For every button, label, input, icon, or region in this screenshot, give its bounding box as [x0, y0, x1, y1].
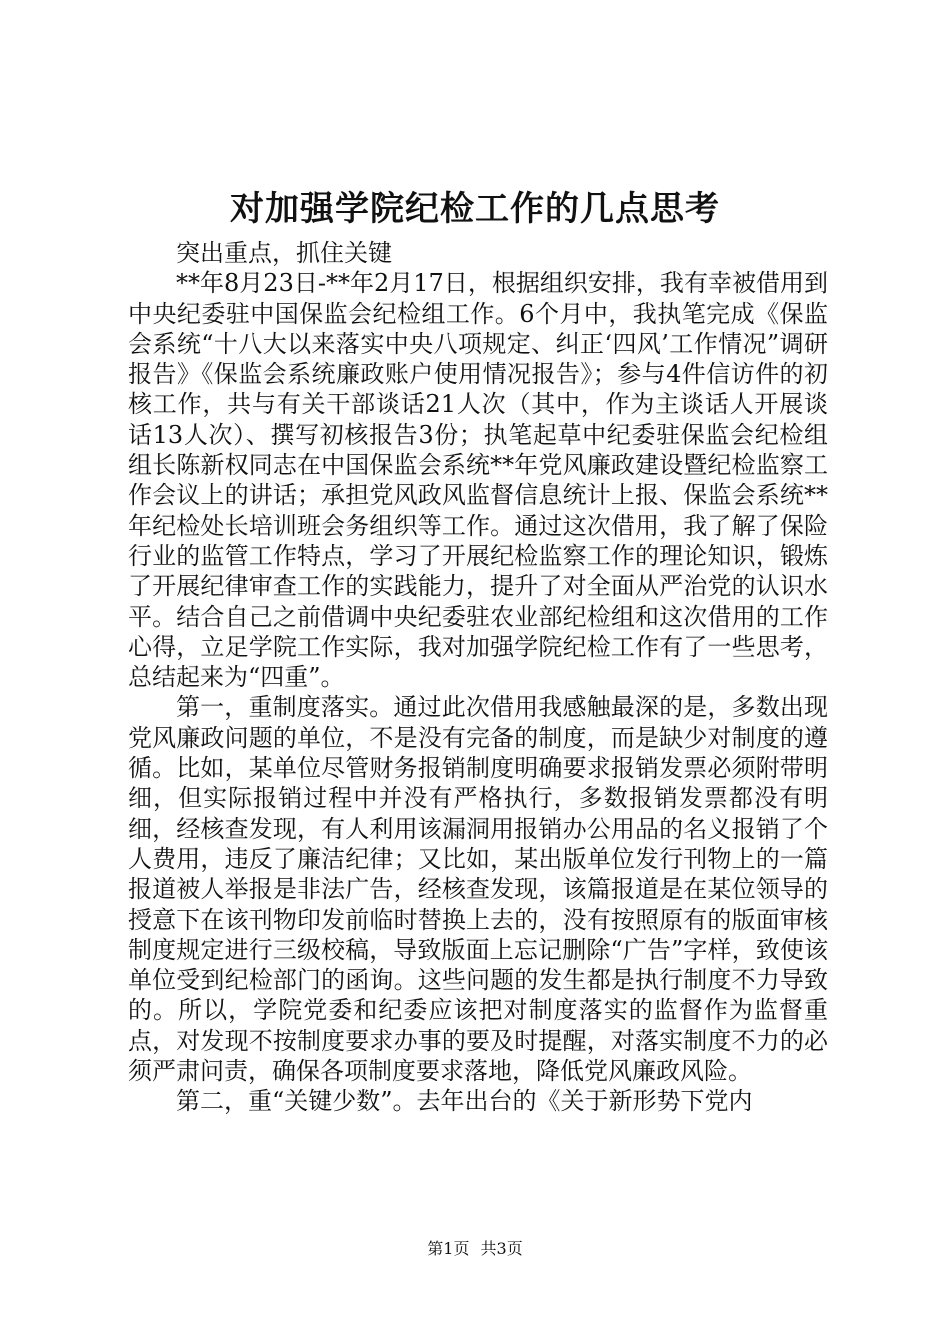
page-number: 第1页	[427, 1239, 470, 1258]
page-total: 共3页	[480, 1239, 523, 1258]
page-footer	[0, 1238, 950, 1260]
document-body	[128, 238, 828, 1117]
document-title: 对加强学院纪检工作的几点思考	[230, 189, 720, 229]
body-paragraph: **年8月23日-**年2月17日，根据组织安排，我有幸被借用到中央纪委驻中国保监会纪检组工作。6个月中，我执笔完成《保监会系统“十八大以来落实中央八项规定、纠正‘四风’工作情况”调研报告》《保监会系统廉政账户使用情况报告》；参与4件信访件的初核工作，共与有关干部谈话21人次（其中，作为主谈话人开展谈话13人次）、撰写初核报告3份；执笔起草中纪委驻保监会纪检组组长陈新权同志在中国保监会系统**年党风廉政建设暨纪检监察工作会议上的讲话；承担党风政风监督信息统计上报、保监会系统**年纪检处长培训班会务组织等工作。通过这次借用，我了解了保险行业的监管工作特点，学习了开展纪检监察工作的理论知识，锻炼了开展纪律审查工作的实践能力，提升了对全面从严治党的认识水平。结合自己之前借调中央纪委驻农业部纪检组和这次借用的工作心得，立足学院工作实际，我对加强学院纪检工作有了一些思考，总结起来为“四重”。	[128, 269, 828, 692]
body-paragraph: 第二，重“关键少数”。去年出台的《关于新形势下党内	[176, 1087, 753, 1116]
body-paragraph: 第一，重制度落实。通过此次借用我感触最深的是，多数出现党风廉政问题的单位，不是没有完备的制度，而是缺少对制度的遵循。比如，某单位尽管财务报销制度明确要求报销发票必须附带明细，但实际报销过程中并没有严格执行，多数报销发票都没有明细，经核查发现，有人利用该漏洞用报销办公用品的名义报销了个人费用，违反了廉洁纪律；又比如，某出版单位发行刊物上的一篇报道被人举报是非法广告，经核查发现，该篇报道是在某位领导的授意下在该刊物印发前临时替换上去的，没有按照原有的版面审核制度规定进行三级校稿，导致版面上忘记删除“广告”字样，致使该单位受到纪检部门的函询。这些问题的发生都是执行制度不力导致的。所以，学院党委和纪委应该把对制度落实的监督作为监督重点，对发现不按制度要求办事的要及时提醒，对落实制度不力的必须严肃问责，确保各项制度要求落地，降低党风廉政风险。	[128, 693, 828, 1086]
section-heading: 突出重点，抓住关键	[176, 239, 392, 267]
